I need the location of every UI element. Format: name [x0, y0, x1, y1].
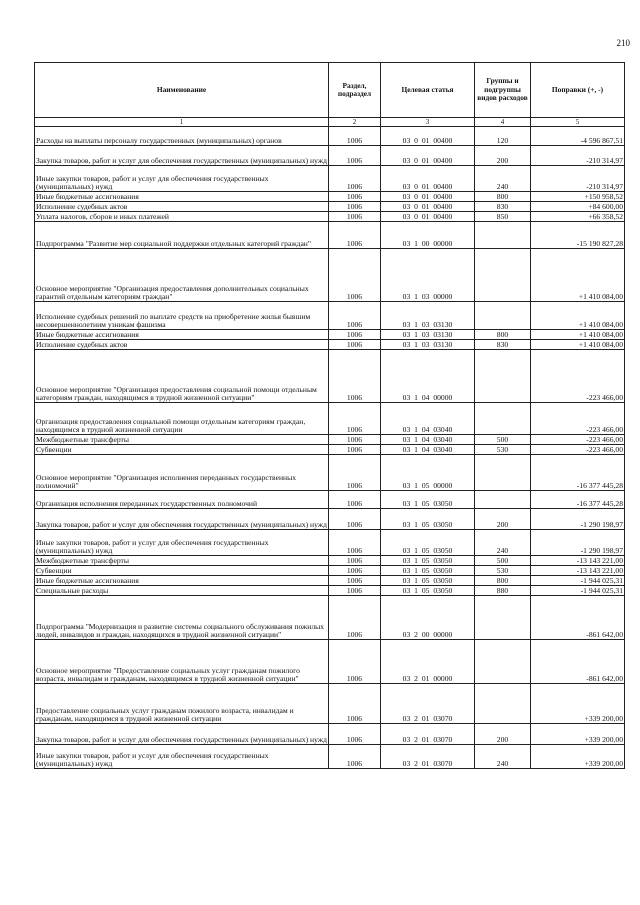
table-row: [35, 202, 625, 212]
cell-section: 1006: [329, 724, 381, 745]
cell-amount: -210 314,97: [531, 166, 625, 192]
cell-target: 03 0 01 00400: [381, 146, 475, 166]
cell-target: 03 1 04 00000: [381, 350, 475, 403]
cell-section: 1006: [329, 491, 381, 509]
cell-section: 1006: [329, 586, 381, 596]
cell-target: 03 1 05 03050: [381, 566, 475, 576]
cell-group: 830: [475, 202, 531, 212]
cell-target: 03 2 01 03070: [381, 745, 475, 769]
page-number: 210: [616, 38, 630, 48]
cell-target: 03 1 04 03040: [381, 403, 475, 435]
table-row: [35, 684, 625, 724]
cell-group: 200: [475, 724, 531, 745]
cell-target: 03 1 04 03040: [381, 435, 475, 445]
cell-name: Исполнение судебных актов: [35, 202, 329, 212]
cell-target: 03 1 03 03130: [381, 340, 475, 350]
cell-section: 1006: [329, 576, 381, 586]
header-name: Наименование: [35, 63, 329, 118]
cell-amount: -15 190 827,28: [531, 222, 625, 249]
column-number: 4: [475, 118, 531, 127]
cell-amount: +1 410 084,00: [531, 302, 625, 330]
cell-group: [475, 249, 531, 302]
cell-section: 1006: [329, 146, 381, 166]
table-row: [35, 586, 625, 596]
cell-name: Подпрограмма "Развитие мер социальной поддержки отдельных категорий граждан": [35, 222, 329, 249]
cell-amount: +1 410 084,00: [531, 330, 625, 340]
cell-name: Иные бюджетные ассигнования: [35, 192, 329, 202]
header-target: Целевая статья: [381, 63, 475, 118]
table-row: [35, 350, 625, 403]
cell-amount: +66 358,52: [531, 212, 625, 222]
cell-name: Межбюджетные трансферты: [35, 556, 329, 566]
cell-group: [475, 302, 531, 330]
cell-target: 03 1 03 03130: [381, 330, 475, 340]
cell-section: 1006: [329, 556, 381, 566]
cell-section: 1006: [329, 455, 381, 491]
cell-section: 1006: [329, 530, 381, 556]
table-row: [35, 212, 625, 222]
cell-group: 500: [475, 556, 531, 566]
cell-target: 03 0 01 00400: [381, 192, 475, 202]
cell-name: Субвенции: [35, 445, 329, 455]
cell-section: 1006: [329, 330, 381, 340]
cell-target: 03 0 01 00400: [381, 202, 475, 212]
cell-target: 03 1 05 03050: [381, 530, 475, 556]
table-row: [35, 166, 625, 192]
cell-name: Специальные расходы: [35, 586, 329, 596]
cell-section: 1006: [329, 340, 381, 350]
cell-target: 03 0 01 00400: [381, 212, 475, 222]
cell-section: 1006: [329, 212, 381, 222]
cell-group: [475, 684, 531, 724]
cell-group: 500: [475, 435, 531, 445]
cell-amount: -13 143 221,00: [531, 566, 625, 576]
cell-name: Расходы на выплаты персоналу государственных (муниципальных) органов: [35, 127, 329, 146]
cell-target: 03 2 01 03070: [381, 724, 475, 745]
table-row: [35, 745, 625, 769]
cell-group: [475, 350, 531, 403]
cell-amount: -1 944 025,31: [531, 586, 625, 596]
cell-group: 530: [475, 566, 531, 576]
cell-section: 1006: [329, 684, 381, 724]
table-row: [35, 576, 625, 586]
cell-amount: -13 143 221,00: [531, 556, 625, 566]
cell-name: Предоставление социальных услуг гражданам пожилого возраста, инвалидам и гражданам, находящимся в трудной жизненной ситуации: [35, 684, 329, 724]
cell-group: 200: [475, 146, 531, 166]
column-number: 5: [531, 118, 625, 127]
cell-amount: -861 642,00: [531, 640, 625, 684]
cell-name: Иные бюджетные ассигнования: [35, 330, 329, 340]
cell-group: 240: [475, 530, 531, 556]
cell-group: 850: [475, 212, 531, 222]
cell-name: Иные закупки товаров, работ и услуг для обеспечения государственных (муниципальных) нужд: [35, 530, 329, 556]
cell-group: 240: [475, 745, 531, 769]
header-section: Раздел, подраздел: [329, 63, 381, 118]
cell-target: 03 1 05 03050: [381, 509, 475, 530]
cell-group: [475, 640, 531, 684]
cell-target: 03 2 00 00000: [381, 596, 475, 640]
column-number: 2: [329, 118, 381, 127]
table-row: [35, 146, 625, 166]
cell-group: 830: [475, 340, 531, 350]
cell-section: 1006: [329, 202, 381, 212]
table-row: [35, 445, 625, 455]
cell-group: 240: [475, 166, 531, 192]
table-row: [35, 530, 625, 556]
table-row: [35, 596, 625, 640]
column-number: 3: [381, 118, 475, 127]
table-row: [35, 249, 625, 302]
header-amount: Поправки (+, -): [531, 63, 625, 118]
cell-name: Закупка товаров, работ и услуг для обеспечения государственных (муниципальных) нужд: [35, 509, 329, 530]
cell-name: Межбюджетные трансферты: [35, 435, 329, 445]
cell-section: 1006: [329, 350, 381, 403]
cell-target: 03 2 01 00000: [381, 640, 475, 684]
cell-target: 03 1 03 03130: [381, 302, 475, 330]
table-row: [35, 509, 625, 530]
cell-section: 1006: [329, 596, 381, 640]
cell-group: 800: [475, 192, 531, 202]
cell-group: [475, 222, 531, 249]
cell-amount: -223 466,00: [531, 435, 625, 445]
cell-name: Закупка товаров, работ и услуг для обеспечения государственных (муниципальных) нужд: [35, 146, 329, 166]
cell-amount: -16 377 445,28: [531, 491, 625, 509]
cell-section: 1006: [329, 302, 381, 330]
cell-name: Основное мероприятие "Организация исполнения переданных государственных полномочий": [35, 455, 329, 491]
cell-amount: -16 377 445,28: [531, 455, 625, 491]
cell-target: 03 1 04 03040: [381, 445, 475, 455]
cell-amount: -1 290 198,97: [531, 509, 625, 530]
cell-target: 03 0 01 00400: [381, 127, 475, 146]
cell-name: Субвенции: [35, 566, 329, 576]
table-row: [35, 330, 625, 340]
cell-target: 03 1 03 00000: [381, 249, 475, 302]
cell-group: [475, 403, 531, 435]
cell-section: 1006: [329, 745, 381, 769]
cell-group: 880: [475, 586, 531, 596]
cell-target: 03 1 00 00000: [381, 222, 475, 249]
cell-target: 03 1 05 03050: [381, 576, 475, 586]
cell-group: [475, 491, 531, 509]
table-row: [35, 566, 625, 576]
table-header-row: [35, 63, 625, 118]
table-row: [35, 340, 625, 350]
header-group: Группы и подгруппы видов расходов: [475, 63, 531, 118]
cell-section: 1006: [329, 249, 381, 302]
cell-amount: -1 290 198,97: [531, 530, 625, 556]
cell-target: 03 1 05 03050: [381, 491, 475, 509]
table-row: [35, 556, 625, 566]
table-row: [35, 455, 625, 491]
cell-name: Организация предоставления социальной помощи отдельным категориям граждан, находящимся в трудной жизненной ситуации: [35, 403, 329, 435]
column-number: 1: [35, 118, 329, 127]
cell-section: 1006: [329, 435, 381, 445]
cell-section: 1006: [329, 166, 381, 192]
cell-target: 03 1 05 00000: [381, 455, 475, 491]
cell-section: 1006: [329, 509, 381, 530]
cell-name: Иные закупки товаров, работ и услуг для обеспечения государственных (муниципальных) нужд: [35, 745, 329, 769]
cell-section: 1006: [329, 566, 381, 576]
cell-amount: -223 466,00: [531, 403, 625, 435]
cell-amount: +150 958,52: [531, 192, 625, 202]
cell-group: 800: [475, 330, 531, 340]
cell-name: Организация исполнения переданных государственных полномочий: [35, 491, 329, 509]
cell-section: 1006: [329, 445, 381, 455]
cell-group: 800: [475, 576, 531, 586]
cell-target: 03 1 05 03050: [381, 556, 475, 566]
cell-amount: +84 600,00: [531, 202, 625, 212]
cell-amount: -4 596 867,51: [531, 127, 625, 146]
cell-name: Уплата налогов, сборов и иных платежей: [35, 212, 329, 222]
cell-amount: -223 466,00: [531, 350, 625, 403]
cell-amount: -861 642,00: [531, 596, 625, 640]
budget-table: [34, 62, 625, 769]
table-row: [35, 222, 625, 249]
cell-section: 1006: [329, 192, 381, 202]
cell-name: Исполнение судебных актов: [35, 340, 329, 350]
cell-group: 530: [475, 445, 531, 455]
cell-amount: -1 944 025,31: [531, 576, 625, 586]
cell-section: 1006: [329, 127, 381, 146]
cell-group: [475, 596, 531, 640]
cell-section: 1006: [329, 640, 381, 684]
cell-amount: +1 410 084,00: [531, 340, 625, 350]
cell-name: Основное мероприятие "Организация предоставления социальной помощи отдельным категориям граждан, находящимся в трудной жизненной ситуации": [35, 350, 329, 403]
table-row: [35, 192, 625, 202]
table-row: [35, 640, 625, 684]
cell-target: 03 1 05 03050: [381, 586, 475, 596]
table-row: [35, 724, 625, 745]
column-numbers-row: [35, 118, 625, 127]
table-row: [35, 435, 625, 445]
cell-name: Основное мероприятие "Организация предоставления дополнительных социальных гарантий отдельным категориям граждан": [35, 249, 329, 302]
cell-group: 120: [475, 127, 531, 146]
cell-amount: +339 200,00: [531, 745, 625, 769]
table-row: [35, 302, 625, 330]
cell-name: Основное мероприятие "Предоставление социальных услуг гражданам пожилого возраста, инвалидам и гражданам, находящимся в трудной жизненной ситуации": [35, 640, 329, 684]
cell-amount: +1 410 084,00: [531, 249, 625, 302]
table-row: [35, 403, 625, 435]
cell-name: Подпрограмма "Модернизация и развитие системы социального обслуживания пожилых людей, инвалидов и граждан, находящихся в трудной жизненной ситуации": [35, 596, 329, 640]
cell-group: [475, 455, 531, 491]
cell-amount: -223 466,00: [531, 445, 625, 455]
cell-name: Исполнение судебных решений по выплате средств на приобретение жилья бывшим несовершеннолетним узникам фашизма: [35, 302, 329, 330]
cell-amount: -210 314,97: [531, 146, 625, 166]
table-row: [35, 127, 625, 146]
cell-name: Иные бюджетные ассигнования: [35, 576, 329, 586]
cell-section: 1006: [329, 403, 381, 435]
cell-target: 03 2 01 03070: [381, 684, 475, 724]
cell-name: Иные закупки товаров, работ и услуг для обеспечения государственных (муниципальных) нужд: [35, 166, 329, 192]
table-row: [35, 491, 625, 509]
cell-amount: +339 200,00: [531, 684, 625, 724]
cell-section: 1006: [329, 222, 381, 249]
cell-group: 200: [475, 509, 531, 530]
cell-amount: +339 200,00: [531, 724, 625, 745]
cell-target: 03 0 01 00400: [381, 166, 475, 192]
cell-name: Закупка товаров, работ и услуг для обеспечения государственных (муниципальных) нужд: [35, 724, 329, 745]
